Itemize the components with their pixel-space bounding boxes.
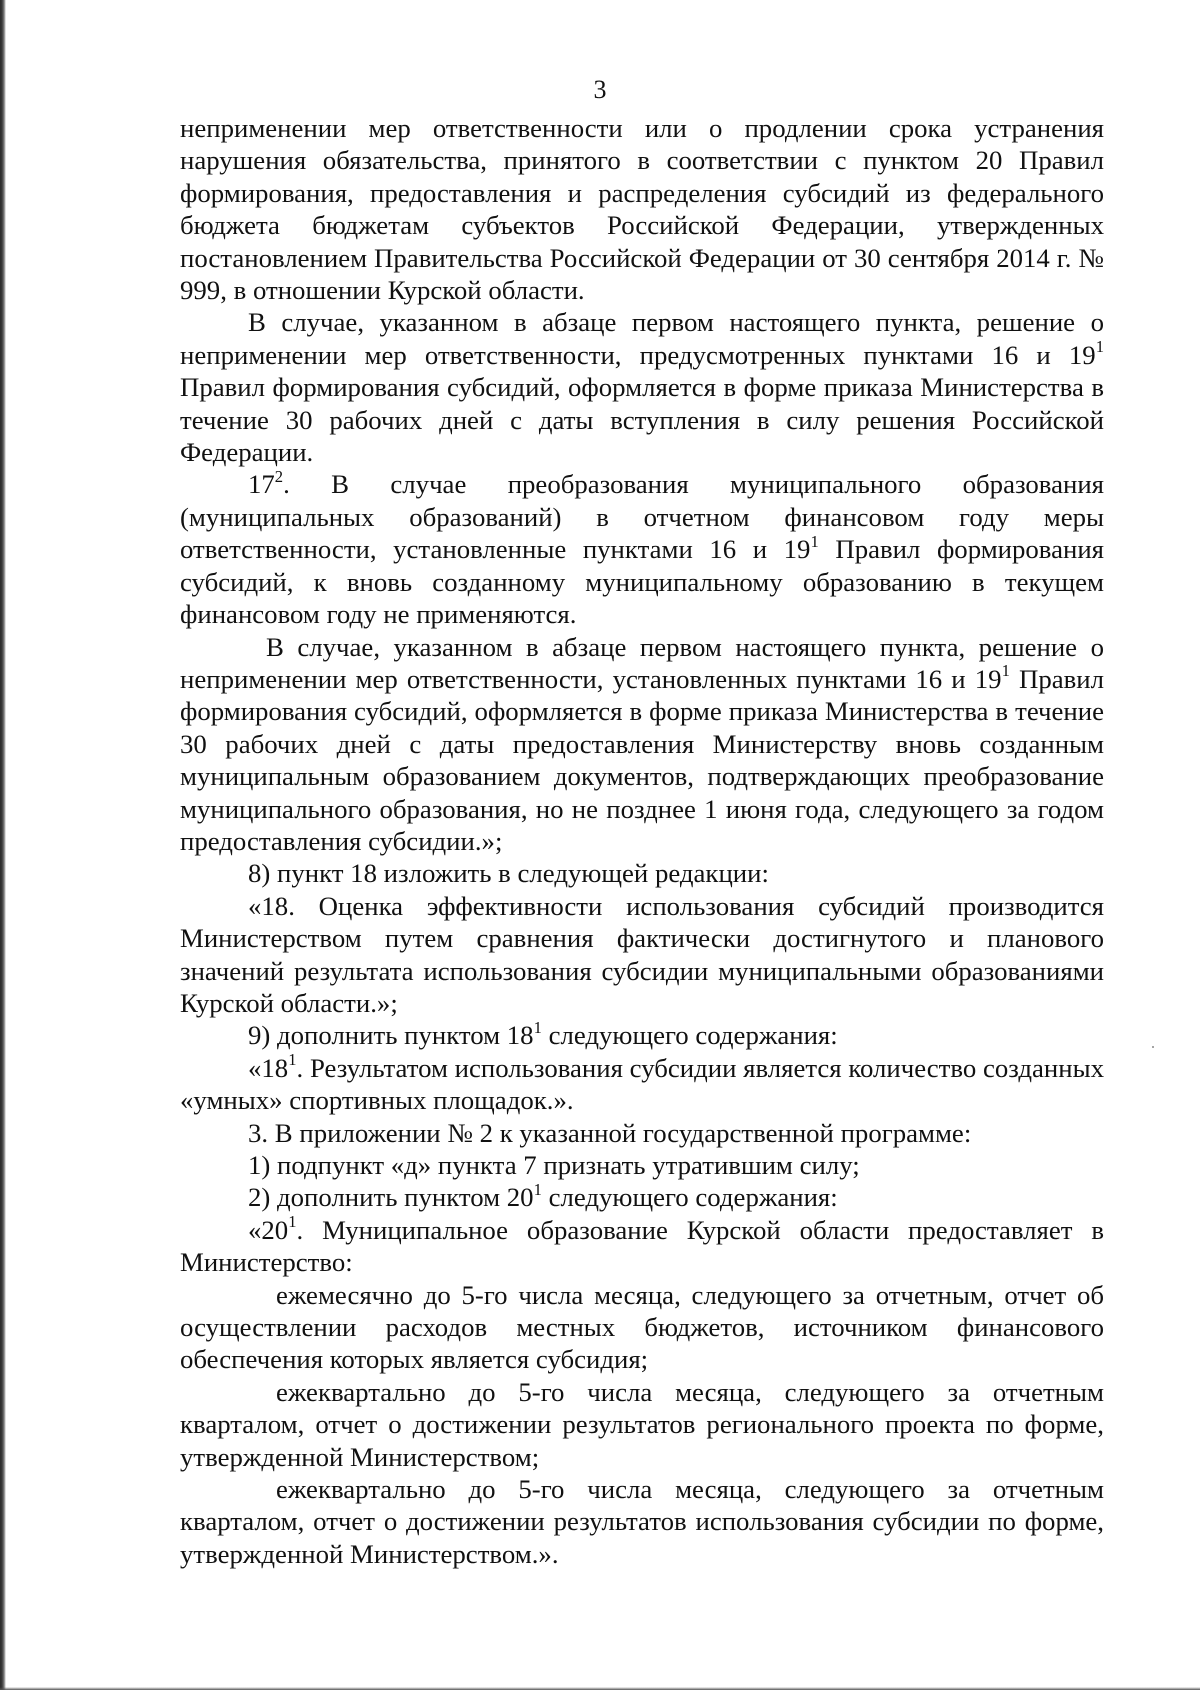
text-run: «20 — [248, 1214, 289, 1245]
page-number: 3 — [593, 75, 607, 104]
text-run: следующего содержания: — [541, 1020, 838, 1051]
text-run: 8) пункт 18 изложить в следующей редакции: — [248, 858, 769, 889]
text-run: 17 — [248, 469, 275, 500]
text-run: ежеквартально до 5-го числа месяца, следующего за отчетным кварталом, отчет о достижении результатов регионального проекта по форме, утвержденной Министерством; — [180, 1376, 1104, 1472]
text-run: . Результатом использования субсидии является количество созданных «умных» спортивных площадок.». — [180, 1052, 1104, 1116]
text-run: . В случае преобразования муниципального образования (муниципальных образований) в отчетном финансовом году меры ответственности, установленные пунктами 16 и 19 — [180, 469, 1104, 565]
superscript: 2 — [274, 466, 284, 486]
superscript: 1 — [288, 1050, 297, 1070]
paragraph-transformation-decision — [180, 631, 1104, 858]
superscript: 1 — [288, 1212, 297, 1232]
text-run: 2) дополнить пунктом 20 — [248, 1182, 534, 1213]
text-run: Правил формирования субсидий, оформляется в форме приказа Министерства в течение 30 рабочих дней с даты предоставления Министерству вновь созданным муниципальным образованием документов, подтверждающих преобразование муниципального образования, но не позднее 1 июня года, следующего за годом предоставления субсидии.»; — [180, 663, 1104, 856]
text-run: В случае, указанном в абзаце первом настоящего пункта, решение о неприменении мер ответственности, установленных пунктами 16 и 19 — [180, 631, 1104, 694]
text-run: В случае, указанном в абзаце первом настоящего пункта, решение о неприменении мер ответственности, предусмотренных пунктами 16 и 19 — [180, 307, 1104, 370]
paragraph-17-2 — [180, 468, 1104, 630]
paragraph-subitem-1 — [180, 1149, 1104, 1181]
paragraph-continuation — [180, 112, 1104, 306]
scan-edge-left — [0, 0, 6, 1690]
paragraph-item-9 — [180, 1019, 1104, 1051]
text-run: следующего содержания: — [541, 1182, 838, 1213]
text-run: «18. Оценка эффективности использования субсидий производится Министерством путем сравнения фактически достигнутого и планового значений результата использования субсидии муниципальными образованиями Курской области.»; — [180, 890, 1104, 1018]
text-run: неприменении мер ответственности или о продлении срока устранения нарушения обязательства, принятого в соответствии с пунктом 20 Правил формирования, предоставления и распределения субсидий из федерального бюджета бюджетам субъектов Российской Федерации, утвержденных постановлением Правительства Российской Федерации от 30 сентября 2014 г. № 999, в отношении Курской области. — [180, 113, 1104, 306]
text-run: «18 — [248, 1052, 289, 1083]
paragraph-section-3 — [180, 1117, 1104, 1149]
text-run: 9) дополнить пунктом 18 — [248, 1020, 534, 1051]
paragraph-monthly-report — [180, 1279, 1104, 1376]
scan-speck — [1152, 1046, 1154, 1048]
text-run: ежеквартально до 5-го числа месяца, следующего за отчетным кварталом, отчет о достижении результатов использования субсидии по форме, утвержденной Министерством.». — [180, 1474, 1104, 1569]
superscript: 1 — [533, 1017, 542, 1037]
superscript: 1 — [1001, 661, 1010, 681]
paragraph-item-18-1 — [180, 1052, 1104, 1117]
text-run: Правил формирования субсидий, оформляется в форме приказа Министерства в течение 30 рабочих дней с даты вступления в силу решения Российской Федерации. — [180, 372, 1104, 468]
paragraph-item-8 — [180, 857, 1104, 889]
text-run: 1) подпункт «д» пункта 7 признать утратившим силу; — [248, 1150, 860, 1180]
document-body — [180, 112, 1104, 1570]
paragraph-subitem-2 — [180, 1181, 1104, 1213]
text-run: ежемесячно до 5-го числа месяца, следующего за отчетным, отчет об осуществлении расходов местных бюджетов, источником финансового обеспечения которых является субсидия; — [180, 1279, 1104, 1375]
text-run: 3. В приложении № 2 к указанной государственной программе: — [248, 1117, 972, 1148]
text-run: . Муниципальное образование Курской области предоставляет в Министерство: — [180, 1214, 1104, 1278]
paragraph-item-20-1 — [180, 1214, 1104, 1279]
paragraph-quarterly-report-subsidy — [180, 1473, 1104, 1570]
text-run: Правил формирования субсидий, к вновь созданному муниципальному образованию в текущем финансовом году не применяются. — [180, 534, 1104, 630]
superscript: 1 — [533, 1179, 542, 1199]
superscript: 1 — [1095, 337, 1104, 357]
superscript: 1 — [810, 531, 819, 551]
paragraph-non-application-decision — [180, 306, 1104, 468]
paragraph-item-18 — [180, 890, 1104, 1020]
paragraph-quarterly-report-project — [180, 1376, 1104, 1473]
